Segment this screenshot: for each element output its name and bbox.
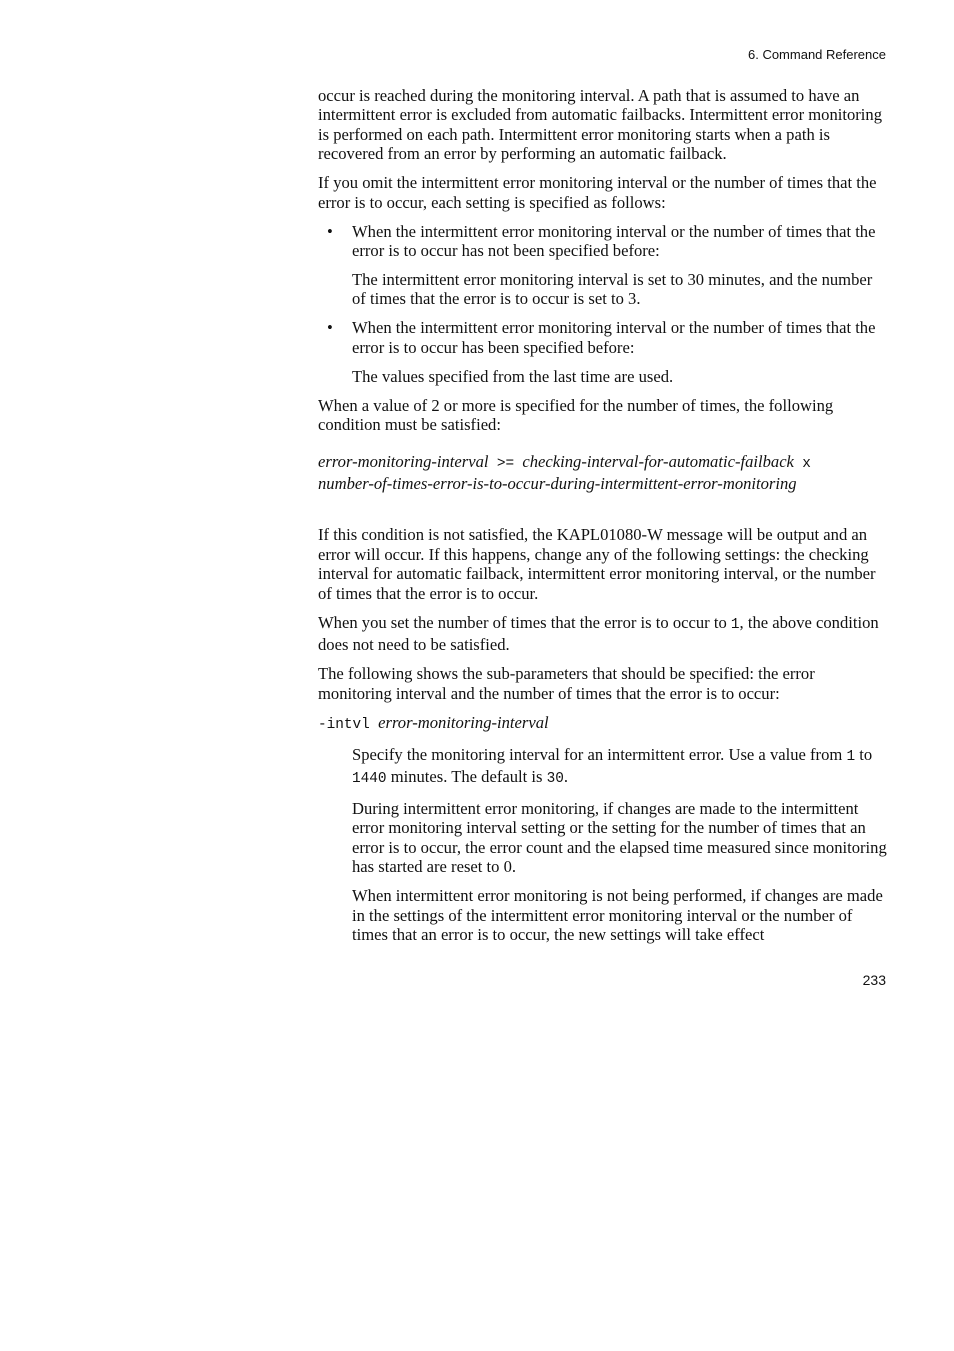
page-content [318,86,888,954]
list-item-subtext: The intermittent error monitoring interval is set to 30 minutes, and the number of times that the error is to occur is set to 3. [352,270,873,309]
code-value: 1 [730,616,740,633]
parameter-name: error-monitoring-interval [378,712,549,732]
code-value: 1440 [352,770,387,787]
paragraph: If you omit the intermittent error monitoring interval or the number of times that the error is to occur, each setting is specified as follows: [318,173,877,212]
bullet-list [318,222,888,387]
text-run: . [563,766,569,786]
paragraph: occur is reached during the monitoring interval. A path that is assumed to have an intermittent error is excluded from automatic failbacks. Intermittent error monitoring is performed on each path. Intermittent error monitoring starts when a path is recovered from an error by performing an automatic failback. [318,86,883,164]
parameter-description [318,745,888,945]
text-run: When you set the number of times that the error is to occur to [318,612,731,632]
formula-rhs: checking-interval-for-automatic-failback [522,451,794,471]
bullet-glyph: • [327,221,333,241]
paragraph [318,613,888,655]
list-item-subtext: The values specified from the last time are used. [352,366,674,386]
list-item-text: When the intermittent error monitoring interval or the number of times that the error is to occur has been specified before: [352,318,876,357]
paragraph: When a value of 2 or more is specified for the number of times, the following condition must be satisfied: [318,395,834,435]
code-value: 1 [846,748,856,765]
formula-rhs2: number-of-times-error-is-to-occur-during-intermittent-error-monitoring [318,474,797,494]
list-item-text: When the intermittent error monitoring interval or the number of times that the error is to occur has not been specified before: [352,221,876,261]
parameter-flag: -intvl [318,716,370,733]
list-item [318,318,888,386]
running-head: 6. Command Reference [747,47,886,62]
paragraph: During intermittent error monitoring, if changes are made to the intermittent error monitoring interval setting or the setting for the number of times that an error is to occur, the error count and the elapsed time measured since monitoring has started are reset to 0. [352,798,887,877]
condition-formula [318,452,888,494]
parameter-term [318,713,888,735]
text-run: to [855,744,873,764]
formula-operator: >= [496,455,515,472]
text-run: minutes. The default is [386,766,547,786]
code-value: 30 [546,770,564,787]
formula-lhs: error-monitoring-interval [318,451,489,471]
formula-operator: x [802,455,811,472]
paragraph: If this condition is not satisfied, the KAPL01080-W message will be output and an error will occur. If this happens, change any of the following settings: the checking interval for automatic failback, intermittent error monitoring interval, or the number of times that the error is to occur. [318,525,876,603]
paragraph: When intermittent error monitoring is not being performed, if changes are made in the settings of the intermittent error monitoring interval or the number of times that an error is to occur, the new settings will take effect [352,886,883,944]
paragraph [352,745,888,790]
text-run: , the above condition does not need to be satisfied. [318,612,879,655]
paragraph: The following shows the sub-parameters that should be specified: the error monitoring interval and the number of times that the error is to occur: [318,664,815,703]
bullet-glyph: • [327,318,333,338]
text-run: Specify the monitoring interval for an intermittent error. Use a value from [352,744,847,764]
list-item [318,222,888,309]
page-number: 233 [862,972,886,988]
